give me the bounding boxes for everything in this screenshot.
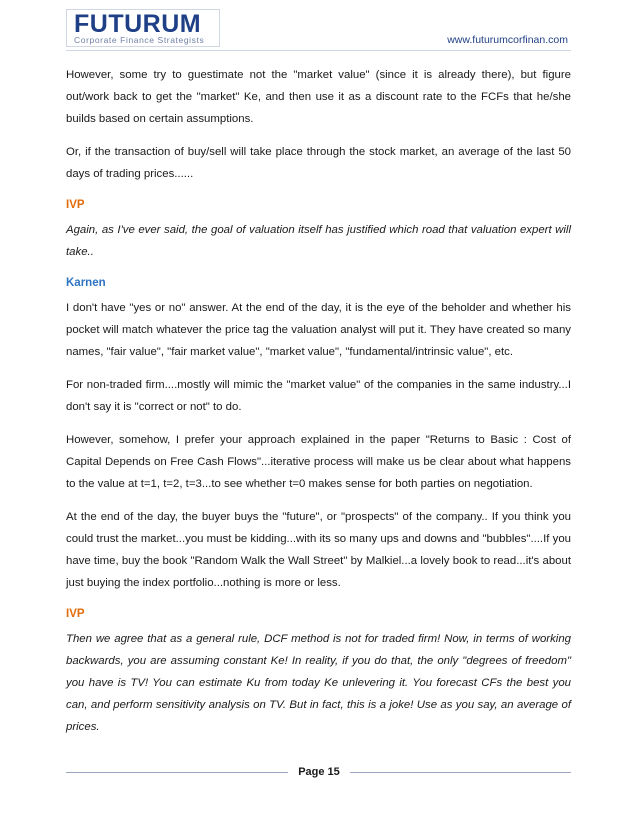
paragraph: However, somehow, I prefer your approach explained in the paper "Returns to Basic : Cost of Capital Depends on Free Cash Flows"...iterative process will make us be clear about what happens to the value at t=1, t=2, t=3...to see whether t=0 makes sense for both parties on negotiation. — [66, 434, 571, 490]
page-number-label: Page 15 — [294, 766, 344, 778]
logo-tagline: Corporate Finance Strategists — [74, 35, 205, 45]
paragraph-italic: Again, as I've ever said, the goal of valuation itself has justified which road that valuation expert will take.. — [66, 224, 571, 258]
website-url: www.futurumcorfinan.com — [447, 34, 568, 46]
document-body — [66, 64, 571, 749]
speaker-label-ivp: IVP — [66, 608, 85, 620]
paragraph: Or, if the transaction of buy/sell will take place through the stock market, an average of the last 50 days of trading prices...... — [66, 146, 571, 180]
paragraph: However, some try to guestimate not the "market value" (since it is already there), but figure out/work back to get the "market" Ke, and then use it as a discount rate to the FCFs that he/she builds based on certain assumptions. — [66, 69, 571, 125]
logo-wordmark: FUTURUM — [74, 10, 202, 38]
paragraph-italic: Then we agree that as a general rule, DCF method is not for traded firm! Now, in terms of working backwards, you are assuming constant Ke! In reality, if you do that, the only "degrees of freedom" you have is TV! You can estimate Ku from today Ke unlevering it. You forecast CFs the best you can, and perform sensitivity analysis on TV. But in fact, this is a joke! Use as you say, an average of prices. — [66, 633, 571, 733]
paragraph: At the end of the day, the buyer buys the "future", or "prospects" of the company.. If you think you could trust the market...you must be kidding...with its so many ups and downs and "bubbles"....If you have time, buy the book "Random Walk the Wall Street" by Malkiel...a lovely book to read...it's about just buying the index portfolio...nothing is more or less. — [66, 511, 571, 589]
paragraph: I don't have "yes or no" answer. At the end of the day, it is the eye of the beholder and whether his pocket will match whatever the price tag the valuation analyst will put it. They have created so many names, "fair value", "fair market value", "market value", "fundamental/intrinsic value", etc. — [66, 302, 571, 358]
page-number — [0, 764, 638, 780]
header-divider — [66, 50, 571, 51]
speaker-label-ivp: IVP — [66, 199, 85, 211]
page-header — [0, 0, 638, 60]
speaker-label-karnen: Karnen — [66, 277, 106, 289]
paragraph: For non-traded firm....mostly will mimic the "market value" of the companies in the same industry...I don't say it is "correct or not" to do. — [66, 379, 571, 413]
futurum-logo — [66, 9, 220, 47]
